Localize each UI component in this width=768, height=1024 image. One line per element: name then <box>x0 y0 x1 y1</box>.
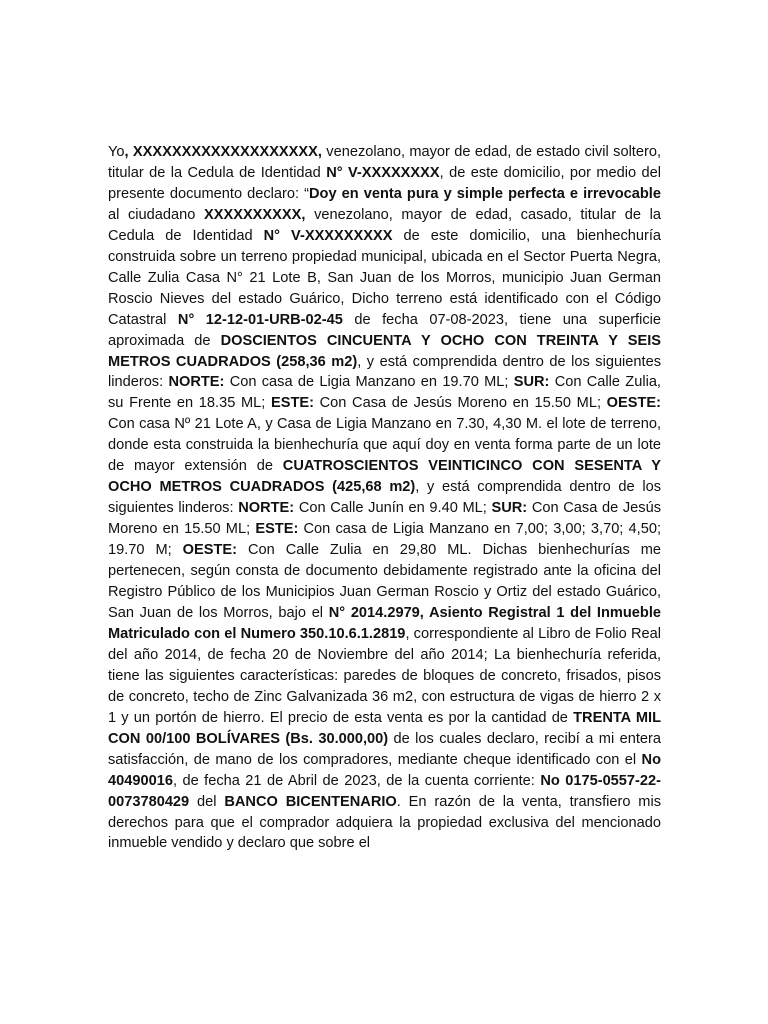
text-run: de fecha 07-08-2023, tiene una superficie aproximada de <box>108 311 662 349</box>
text-run: venezolano, mayor de edad, de estado civil soltero, titular de la Cedula de Identidad <box>108 144 662 181</box>
bold-text-run: , XXXXXXXXXXXXXXXXXXX, <box>124 144 322 160</box>
body-paragraph <box>108 142 661 854</box>
text-run: Con Calle Zulia, su Frente en 18.35 ML; <box>108 374 661 412</box>
text-run: Con Calle Junín en 9.40 ML; <box>294 500 492 517</box>
text-run: del <box>189 793 225 810</box>
text-run: de este domicilio, una bienhechuría construida sobre un terreno propiedad municipal, ubicada en el Sector Puerta Negra, Calle Zulia Casa N° 21 Lote B, San Juan de los Morros, municipio Juan German Roscio Nieves del estado Guárico, Dicho terreno está identificado con el Código Catastral <box>108 227 661 328</box>
bold-text-run: N° 2014.2979, Asiento Registral 1 del Inmueble Matriculado con el Numero 350.10.6.1.2819 <box>108 604 661 642</box>
bold-text-run: N° V-XXXXXXXXX <box>263 227 393 244</box>
text-run: Con casa de Ligia Manzano en 7,00; 3,00; 3,70; 4,50; 19.70 M; <box>108 521 662 559</box>
bold-text-run: No 40490016 <box>108 751 661 789</box>
text-run: Con Casa de Jesús Moreno en 15.50 ML; <box>313 395 607 412</box>
text-run: , y está comprendida dentro de los siguientes linderos: <box>108 479 661 517</box>
bold-text-run: XXXXXXXXXX, <box>204 206 306 223</box>
text-run: , correspondiente al Libro de Folio Real del año 2014, de fecha 20 de Noviembre del año 2014; La bienhechuría referida, tiene las siguientes características: paredes de bloques de concreto, frisados, pisos de concreto, techo de Zinc Galvanizada 36 m2, con estructura de vigas de hierro 2 x 1 y un portón de hierro. El precio de esta venta es por la cantidad de <box>108 625 661 726</box>
bold-text-run: CUATROSCIENTOS VEINTICINCO CON SESENTA Y OCHO METROS CUADRADOS (425,68 m2) <box>108 458 662 496</box>
bold-text-run: Doy en venta pura y simple perfecta e irrevocable <box>308 185 661 202</box>
bold-text-run: BANCO BICENTENARIO <box>224 793 397 810</box>
text-run: Con Casa de Jesús Moreno en 15.50 ML; <box>108 500 661 538</box>
bold-text-run: N° 12-12-01-URB-02-45 <box>177 311 343 328</box>
text-run: Con casa Nº 21 Lote A, y Casa de Ligia Manzano en 7.30, 4,30 M. el lote de terreno, donde esta construida la bienhechuría que aquí doy en venta forma parte de un lote de mayor extensión de <box>108 416 661 475</box>
bold-text-run: OESTE: <box>606 395 661 412</box>
text-run: al ciudadano <box>108 206 205 223</box>
text-run: Con Calle Zulia en 29,80 ML. Dichas bienhechurías me pertenecen, según consta de documento debidamente registrado ante la oficina del Registro Público de los Municipios Juan German Roscio y Ortiz del estado Guárico, San Juan de los Morros, bajo el <box>108 542 662 621</box>
bold-text-run: SUR: <box>491 500 528 517</box>
text-run: , de este domicilio, por medio del presente documento declaro: “ <box>108 164 662 202</box>
bold-text-run: DOSCIENTOS CINCUENTA Y OCHO CON TREINTA Y SEIS METROS CUADRADOS (258,36 m2) <box>108 332 661 370</box>
text-run: de los cuales declaro, recibí a mi entera satisfacción, de mano de los compradores, mediante cheque identificado con el <box>108 730 661 768</box>
text-run: Yo <box>108 144 125 160</box>
text-run: , de fecha 21 de Abril de 2023, de la cuenta corriente: <box>172 772 541 789</box>
bold-text-run: TRENTA MIL CON 00/100 BOLÍVARES (Bs. 30.000,00) <box>108 709 661 747</box>
bold-text-run: No 0175-0557-22-0073780429 <box>108 772 661 810</box>
bold-text-run: NORTE: <box>238 500 295 517</box>
text-run: venezolano, mayor de edad, casado, titular de la Cedula de Identidad <box>108 206 661 244</box>
bold-text-run: N° V-XXXXXXXX <box>326 164 440 181</box>
bold-text-run: ESTE: <box>255 521 299 538</box>
text-run: , y está comprendida dentro de los siguientes linderos: <box>108 353 662 391</box>
bold-text-run: SUR: <box>513 374 550 391</box>
bold-text-run: OESTE: <box>182 542 237 559</box>
text-run: . En razón de la venta, transfiero mis derechos para que el comprador adquiera la propiedad exclusiva del mencionado inmueble vendido y declaro que sobre el <box>108 793 661 852</box>
bold-text-run: NORTE: <box>168 374 225 391</box>
bold-text-run: ESTE: <box>270 395 314 412</box>
text-run: Con casa de Ligia Manzano en 19.70 ML; <box>224 374 514 391</box>
